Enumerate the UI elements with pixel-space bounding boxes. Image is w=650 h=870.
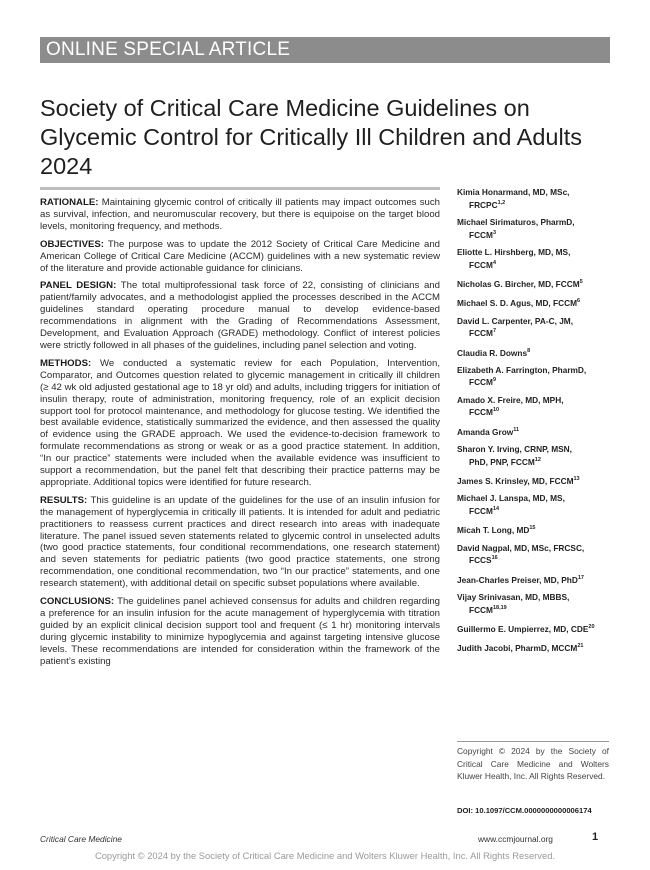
author-entry (457, 592, 617, 615)
author-affiliation-marker: 21 (577, 643, 584, 650)
author-affiliation-marker: 7 (492, 328, 497, 335)
author-credentials (457, 405, 617, 417)
abstract-rationale (40, 197, 440, 233)
author-name-text: Guillermo E. Umpierrez, MD, CDE (457, 623, 589, 634)
author-name-text: Claudia R. Downs (457, 347, 528, 358)
author-name (457, 296, 617, 308)
author-entry (457, 187, 617, 210)
author-affiliation-marker: 17 (577, 574, 584, 581)
author-affiliation-marker: 4 (492, 259, 497, 266)
author-affiliation-marker: 16 (491, 555, 498, 562)
author-name-text: Amado X. Freire, MD, MPH, (457, 394, 564, 405)
author-credentials (457, 375, 617, 387)
author-name (457, 365, 617, 376)
abstract-label: RATIONALE: (40, 197, 99, 208)
author-name (457, 247, 617, 258)
author-credentials-text: PhD, PNP, FCCM (469, 456, 535, 467)
author-affiliation-marker: 14 (492, 506, 500, 513)
author-name (457, 217, 617, 228)
author-credentials (457, 228, 617, 240)
author-affiliation-marker: 3 (492, 229, 497, 236)
footer-journal-name: Critical Care Medicine (40, 834, 122, 844)
author-credentials-text: FRCPC (469, 199, 498, 210)
author-entry (457, 523, 617, 535)
copyright-notice: Copyright © 2024 by the Society of Critical Care Medicine and Wolters Kluwer Health, Inc. All Rights Reserved. (457, 746, 609, 782)
author-affiliation-marker: 8 (527, 347, 531, 354)
doi[interactable]: DOI: 10.1097/CCM.0000000000006174 (457, 806, 592, 815)
abstract-text: This guideline is an update of the guidelines for the use of an insulin infusion for the management of hyperglycemia in critically ill patients. It is intended for adult and pediatric practitioners to reassess current practices and direct research into areas with inadequate literature. The panel issued seven statements related to glycemic control in unselected adults (two good practice statements, four conditional recommendations, one research statement) and seven statements for pediatric patients (two good practice statements, one strong recommendation, one conditional recommendation, two “In our practice” statements, and one research statement), with additional detail on specific subset populations where available. (40, 494, 440, 590)
abstract-methods (40, 358, 440, 489)
author-entry (457, 217, 617, 240)
author-name (457, 346, 617, 358)
author-name (457, 425, 617, 437)
author-entry (457, 296, 617, 308)
author-affiliation-marker: 1,2 (497, 199, 506, 206)
bottom-copyright: Copyright © 2024 by the Society of Critical Care Medicine and Wolters Kluwer Health, Inc. All Rights Reserved. (94, 850, 556, 861)
abstract-conclusions (40, 596, 440, 667)
author-credentials (457, 603, 617, 615)
author-name (457, 395, 617, 406)
author-affiliation-marker: 15 (529, 525, 536, 532)
author-entry (457, 622, 617, 634)
author-credentials (457, 504, 617, 516)
author-credentials-text: FCCM (469, 377, 493, 388)
author-entry (457, 346, 617, 358)
author-affiliation-marker: 13 (573, 476, 580, 483)
author-name-text: Sharon Y. Irving, CRNP, MSN, (457, 444, 572, 455)
abstract-text: The guidelines panel achieved consensus for adults and children regarding a preference for an insulin infusion for the acute management of hyperglycemia with titration guided by an explicit clinical decision support tool and frequent (≤ 1 hr) monitoring intervals during glycemic instability to minimize hypoglycemia and against targeting intensive glucose levels. These recommendations are intended for consideration within the framework of the patient’s existing (40, 596, 440, 667)
author-name (457, 187, 617, 198)
author-name (457, 592, 617, 603)
abstract-label: METHODS: (40, 357, 92, 369)
author-name (457, 573, 617, 585)
author-credentials (457, 326, 617, 338)
author-affiliation-marker: 10 (492, 407, 500, 414)
copyright-rule (457, 741, 609, 742)
author-entry (457, 316, 617, 339)
author-credentials-text: FCCM (469, 505, 493, 516)
abstract-top-rule (40, 187, 440, 190)
author-credentials-text: FCCM (469, 229, 493, 240)
author-name (457, 444, 617, 455)
article-title: Society of Critical Care Medicine Guidelines on Glycemic Control for Critically Ill Children and Adults 2024 (40, 95, 582, 179)
abstract-panel-design (40, 280, 440, 351)
author-entry (457, 444, 617, 467)
abstract-text: The purpose was to update the 2012 Society of Critical Care Medicine and American College of Critical Care Medicine (ACCM) guidelines with a new systematic review of the literature and provide actionable guidance for clinicians. (40, 238, 440, 274)
author-credentials (457, 258, 617, 270)
author-affiliation-marker: 6 (577, 298, 581, 305)
author-name (457, 622, 617, 634)
author-name (457, 641, 617, 653)
author-name (457, 316, 617, 327)
abstract-text: The total multiprofessional task force of 22, consisting of clinicians and patient/family advocates, and a methodologist applied the processes described in the ACCM guidelines standard operating procedure manual to develop evidence-based recommendations in alignment with the Grading of Recommendations Assessment, Development, and Evaluation Approach (GRADE) methodology. Conflict of interest policies were strictly followed in all phases of the guidelines, including panel selection and voting. (40, 280, 440, 351)
author-name-text: Michael J. Lanspa, MD, MS, (457, 493, 565, 504)
author-name (457, 523, 617, 535)
page-number: 1 (592, 831, 599, 843)
author-entry (457, 543, 617, 566)
author-credentials (457, 455, 617, 467)
author-name-text: Micah T. Long, MD (457, 525, 530, 536)
author-name-text: David L. Carpenter, PA-C, JM, (457, 315, 574, 326)
author-name-text: David Nagpal, MD, MSc, FRCSC, (457, 542, 585, 553)
author-affiliation-marker: 9 (492, 377, 497, 384)
author-credentials-text: FCCM (469, 327, 493, 338)
abstract-results (40, 495, 440, 590)
author-entry (457, 474, 617, 486)
section-banner: ONLINE SPECIAL ARTICLE (40, 37, 610, 63)
author-name-text: Michael S. D. Agus, MD, FCCM (457, 297, 578, 308)
abstract-label: CONCLUSIONS: (40, 596, 115, 608)
author-name (457, 543, 617, 554)
author-name (457, 277, 617, 289)
author-name (457, 474, 617, 486)
author-entry (457, 573, 617, 585)
author-name-text: Kimia Honarmand, MD, MSc, (457, 187, 570, 197)
author-entry (457, 493, 617, 516)
author-name-text: Nicholas G. Bircher, MD, FCCM (457, 278, 580, 289)
abstract-text: Maintaining glycemic control of critically ill patients may impact outcomes such as survival, infection, and neuromuscular recovery, but there is equipoise on the target blood levels, monitoring frequency, and methods. (40, 197, 440, 232)
author-list (457, 187, 617, 661)
abstract-objectives (40, 239, 440, 275)
abstract-text: We conducted a systematic review for each Population, Intervention, Comparator, and Outcomes question related to glycemic management in critically ill children (≥ 42 wk old adjusted gestational age to 18 yr old) and adults, including triggers for initiation of insulin therapy, route of administration, monitoring frequency, role of an explicit decision support tool for protocol maintenance, and methodology for glucose testing. We identified the best available evidence, statistically summarized the evidence, and then assessed the quality of evidence using the GRADE approach. We used the evidence-to-decision framework to formulate recommendations as strong or weak or as a good practice statement. In addition, “In our practice” statements were included when the available evidence was insufficient to support a recommendation, but the panel felt that describing their practice patterns may be appropriate. Additional topics were identified for future research. (40, 357, 440, 488)
abstract-label: RESULTS: (40, 494, 88, 506)
author-name-text: Vijay Srinivasan, MD, MBBS, (457, 592, 570, 603)
footer-journal-url[interactable]: www.ccmjournal.org (478, 834, 553, 844)
author-name-text: Elizabeth A. Farrington, PharmD, (457, 364, 587, 375)
author-entry (457, 425, 617, 437)
abstract-label: OBJECTIVES: (40, 238, 104, 250)
author-credentials (457, 553, 617, 565)
author-name-text: Michael Sirimaturos, PharmD, (457, 216, 575, 227)
author-entry (457, 277, 617, 289)
author-name-text: James S. Krinsley, MD, FCCM (457, 475, 574, 486)
author-affiliation-marker: 12 (534, 456, 541, 463)
author-name-text: Eliotte L. Hirshberg, MD, MS, (457, 246, 571, 257)
author-affiliation-marker: 18,19 (492, 604, 507, 611)
author-credentials-text: FCCM (469, 604, 493, 615)
author-name-text: Amanda Grow (457, 426, 514, 437)
author-entry (457, 247, 617, 270)
author-name-text: Judith Jacobi, PharmD, MCCM (457, 643, 578, 654)
author-entry (457, 365, 617, 388)
abstract (40, 197, 440, 674)
author-credentials (457, 198, 617, 210)
author-entry (457, 641, 617, 653)
author-affiliation-marker: 11 (513, 426, 520, 433)
author-credentials-text: FCCS (469, 555, 492, 566)
author-affiliation-marker: 5 (579, 278, 583, 285)
author-credentials-text: FCCM (469, 407, 493, 418)
author-name-text: Jean-Charles Preiser, MD, PhD (457, 574, 578, 585)
author-credentials-text: FCCM (469, 259, 493, 270)
author-affiliation-marker: 20 (588, 624, 595, 631)
author-entry (457, 395, 617, 418)
author-name (457, 493, 617, 504)
abstract-label: PANEL DESIGN: (40, 280, 117, 292)
